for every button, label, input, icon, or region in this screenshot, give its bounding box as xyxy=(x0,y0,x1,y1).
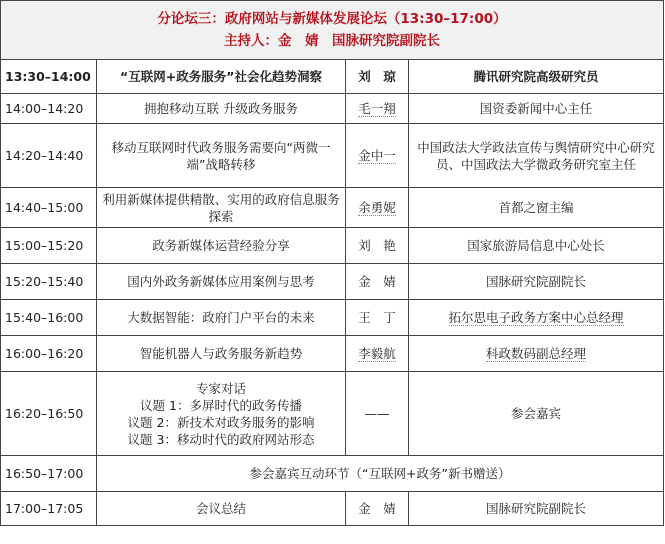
speaker-cell: —— xyxy=(346,372,409,456)
forum-header-cell xyxy=(1,1,664,60)
speaker-name: 毛一翔 xyxy=(358,101,396,116)
topic-cell: 移动互联网时代政务服务需要向“两微一端”战略转移 xyxy=(97,124,346,188)
time-cell: 14:00–14:20 xyxy=(1,94,97,124)
affiliation-cell: 首都之窗主编 xyxy=(409,188,664,228)
affiliation-text: 科政数码副总经理 xyxy=(486,346,587,361)
table-row xyxy=(1,336,664,372)
time-cell: 16:50–17:00 xyxy=(1,456,97,492)
speaker-cell xyxy=(346,124,409,188)
speaker-name: 李毅航 xyxy=(358,346,396,361)
speaker-cell xyxy=(346,94,409,124)
table-row xyxy=(1,188,664,228)
affiliation-cell: 国脉研究院副院长 xyxy=(409,492,664,526)
interaction-cell: 参会嘉宾互动环节（“互联网+政务”新书赠送） xyxy=(97,456,664,492)
affiliation-cell: 国脉研究院副院长 xyxy=(409,264,664,300)
affiliation-text: 拓尔思电子政务方案中心总经理 xyxy=(448,310,624,325)
speaker-cell: 金 婧 xyxy=(346,264,409,300)
speaker-cell: 刘 琼 xyxy=(346,60,409,94)
topic-cell: 大数据智能：政府门户平台的未来 xyxy=(97,300,346,336)
forum-title: 分论坛三：政府网站与新媒体发展论坛（13:30–17:00） xyxy=(157,11,507,27)
dialogue-item: 议题 1：多屏时代的政务传播 xyxy=(140,397,302,413)
table-row xyxy=(1,456,664,492)
table-row xyxy=(1,124,664,188)
speaker-cell: 刘 艳 xyxy=(346,228,409,264)
time-cell: 15:20–15:40 xyxy=(1,264,97,300)
topic-cell: “互联网+政务服务”社会化趋势洞察 xyxy=(97,60,346,94)
speaker-cell: 王 丁 xyxy=(346,300,409,336)
table-row xyxy=(1,94,664,124)
dialogue-item: 议题 2：新技术对政务服务的影响 xyxy=(127,414,315,430)
affiliation-cell: 腾讯研究院高级研究员 xyxy=(409,60,664,94)
speaker-cell xyxy=(346,188,409,228)
time-cell: 13:30–14:00 xyxy=(1,60,97,94)
table-row xyxy=(1,264,664,300)
forum-host: 主持人：金 婧 国脉研究院副院长 xyxy=(224,33,440,49)
time-cell: 15:00–15:20 xyxy=(1,228,97,264)
table-row xyxy=(1,300,664,336)
table-row xyxy=(1,228,664,264)
topic-cell: 政务新媒体运营经验分享 xyxy=(97,228,346,264)
time-cell: 14:40–15:00 xyxy=(1,188,97,228)
speaker-name: 金中一 xyxy=(358,148,396,163)
time-cell: 16:20–16:50 xyxy=(1,372,97,456)
topic-cell: 利用新媒体提供精散、实用的政府信息服务探索 xyxy=(97,188,346,228)
topic-cell: 智能机器人与政务服务新趋势 xyxy=(97,336,346,372)
table-row xyxy=(1,492,664,526)
speaker-cell xyxy=(346,336,409,372)
speaker-name: 余勇妮 xyxy=(358,200,396,215)
dialogue-title: 专家对话 xyxy=(195,380,246,396)
table-row xyxy=(1,372,664,456)
topic-cell: 会议总结 xyxy=(97,492,346,526)
affiliation-cell xyxy=(409,336,664,372)
time-cell: 16:00–16:20 xyxy=(1,336,97,372)
topic-cell xyxy=(97,372,346,456)
time-cell: 17:00–17:05 xyxy=(1,492,97,526)
topic-cell: 国内外政务新媒体应用案例与思考 xyxy=(97,264,346,300)
time-cell: 14:20–14:40 xyxy=(1,124,97,188)
affiliation-cell: 国家旅游局信息中心处长 xyxy=(409,228,664,264)
affiliation-cell: 国资委新闻中心主任 xyxy=(409,94,664,124)
dialogue-item: 议题 3：移动时代的政府网站形态 xyxy=(127,431,315,447)
affiliation-cell xyxy=(409,300,664,336)
table-row xyxy=(1,60,664,94)
time-cell: 15:40–16:00 xyxy=(1,300,97,336)
topic-cell: 拥抱移动互联 升级政务服务 xyxy=(97,94,346,124)
speaker-cell: 金 婧 xyxy=(346,492,409,526)
affiliation-cell: 参会嘉宾 xyxy=(409,372,664,456)
forum-header-row xyxy=(1,1,664,60)
affiliation-cell: 中国政法大学政法宣传与舆情研究中心研究员、中国政法大学微政务研究室主任 xyxy=(409,124,664,188)
